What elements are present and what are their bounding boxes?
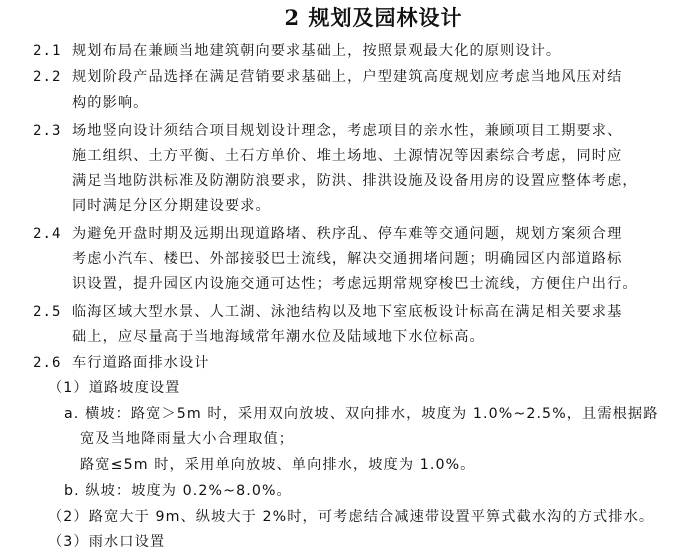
section-2-4-line-1: 为避免开盘时期及远期出现道路堵、秩序乱、停车难等交通问题，规划方案须合理 xyxy=(72,226,623,242)
section-number: 2.6 xyxy=(33,355,62,371)
section-2-6-line-1: 车行道路面排水设计 xyxy=(72,355,210,371)
subitem-1b-longitudinal-slope: b. 纵坡：坡度为 0.2%~8.0%。 xyxy=(64,483,292,499)
section-number: 2.4 xyxy=(33,226,62,242)
section-number: 2.3 xyxy=(33,123,62,139)
section-2-4-line-3: 识设置，提升园区内设施交通可达性；考虑远期常规穿梭巴士流线，方便住户出行。 xyxy=(72,276,638,292)
subitem-3-rain-inlet: （3）雨水口设置 xyxy=(48,534,166,550)
subitem-1a-cross-slope: a. 横坡：路宽＞5m 时，采用双向放坡、双向排水，坡度为 1.0%~2.5%，且需根据路 xyxy=(64,406,659,422)
section-2-5-line-1: 临海区域大型水景、人工湖、泳池结构以及地下室底板设计标高在满足相关要求基 xyxy=(72,304,623,320)
section-2-2-line-2: 构的影响。 xyxy=(72,95,149,111)
section-2-3-line-3: 满足当地防洪标准及防潮防浪要求，防洪、排洪设施及设备用房的设置应整体考虑， xyxy=(72,173,638,189)
subitem-2-trench-drain: （2）路宽大于 9m、纵坡大于 2%时，可考虑结合减速带设置平箅式截水沟的方式排水。 xyxy=(48,509,655,525)
section-2-5-line-2: 础上，应尽量高于当地海域常年潮水位及陆域地下水位标高。 xyxy=(72,329,485,345)
section-number: 2.1 xyxy=(33,43,62,59)
subitem-1-road-slope: （1）道路坡度设置 xyxy=(48,380,181,396)
section-2-3-line-4: 同时满足分区分期建设要求。 xyxy=(72,198,271,214)
section-2-1-line-1: 规划布局在兼顾当地建筑朝向要求基础上，按照景观最大化的原则设计。 xyxy=(72,43,562,59)
page-title: 2 规划及园林设计 xyxy=(284,5,463,30)
section-2-3-line-2: 施工组织、土方平衡、土石方单价、堆土场地、土源情况等因素综合考虑，同时应 xyxy=(72,148,623,164)
section-2-4-line-2: 考虑小汽车、楼巴、外部接驳巴士流线，解决交通拥堵问题；明确园区内部道路标 xyxy=(72,251,623,267)
section-number: 2.2 xyxy=(33,69,62,85)
section-number: 2.5 xyxy=(33,304,62,320)
subitem-1a-cross-slope-cont: 宽及当地降雨量大小合理取值； xyxy=(80,431,295,447)
section-2-2-line-1: 规划阶段产品选择在满足营销要求基础上，户型建筑高度规划应考虑当地风压对结 xyxy=(72,69,623,85)
section-2-3-line-1: 场地竖向设计须结合项目规划设计理念，考虑项目的亲水性，兼顾项目工期要求、 xyxy=(72,123,623,139)
subitem-1a-narrow-road: 路宽≤5m 时，采用单向放坡、单向排水，坡度为 1.0%。 xyxy=(80,457,476,473)
